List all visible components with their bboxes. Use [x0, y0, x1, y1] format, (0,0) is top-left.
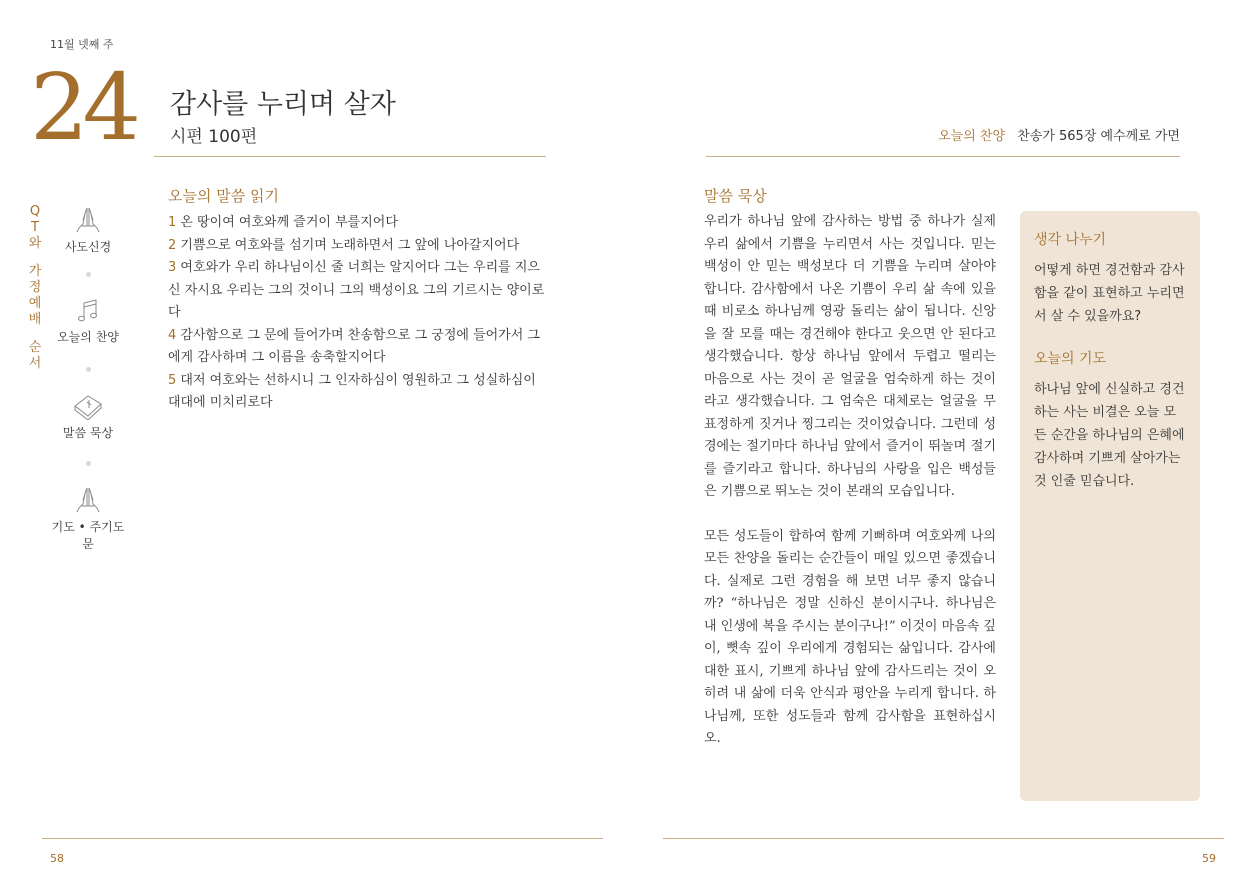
share-heading: 생각 나누기 — [1034, 232, 1107, 248]
page-number-right: 59 — [1202, 852, 1216, 865]
prayer-text: 하나님 앞에 신실하고 경건하는 사는 비결은 오늘 모든 순간을 하나님의 은혜에 감사하며 기쁘게 살아가는 것 인줄 믿습니다. — [1034, 382, 1185, 489]
music-note-icon — [73, 298, 103, 324]
todays-praise — [938, 125, 1180, 144]
step-apostles-creed — [48, 206, 128, 255]
step-separator-dot — [86, 367, 91, 372]
verse-text: 여호와가 우리 하나님이신 줄 너희는 알지어다 그는 우리를 지으신 자시요 우리는 그의 것이니 그의 백성이요 그의 기르시는 양이로다 — [168, 260, 545, 320]
verse-text: 온 땅이여 여호와께 즐거이 부를지어다 — [180, 215, 398, 230]
verse — [168, 235, 548, 258]
meditation-heading: 말씀 묵상 — [704, 187, 767, 205]
vertical-char: 와 — [28, 236, 42, 251]
page-number-left: 58 — [50, 852, 64, 865]
week-label: 11월 넷째 주 — [50, 38, 114, 51]
praying-hands-icon — [73, 486, 103, 514]
step-label: 사도신경 — [64, 240, 112, 254]
verse — [168, 212, 548, 235]
passage-ref: 시편 100편 — [170, 127, 258, 147]
scripture-reading — [168, 212, 548, 415]
vertical-char: Q — [29, 204, 41, 219]
verse-number: 3 — [168, 260, 177, 275]
vertical-char: 서 — [28, 356, 42, 371]
footer-rule-left — [42, 838, 603, 839]
verse — [168, 370, 548, 415]
praying-hands-icon — [73, 206, 103, 234]
verse-number: 1 — [168, 215, 177, 230]
step-separator-dot — [86, 272, 91, 277]
step-label: 기도 • 주기도문 — [51, 520, 125, 551]
footer-rule-right — [663, 838, 1224, 839]
page-title: 감사를 누리며 살자 — [170, 89, 396, 120]
header-rule-left — [154, 156, 546, 157]
step-todays-praise — [48, 298, 128, 345]
verse-text: 감사함으로 그 문에 들어가며 찬송함으로 그 궁정에 들어가서 그에게 감사하며 그 이름을 송축할지어다 — [168, 327, 540, 365]
vertical-char: 배 — [28, 312, 42, 327]
order-vertical-label — [28, 204, 42, 372]
step-label: 말씀 묵상 — [62, 426, 114, 440]
praise-label: 오늘의 찬양 — [938, 129, 1006, 144]
share-text: 어떻게 하면 경건함과 감사함을 같이 표현하고 누리면서 살 수 있을까요? — [1034, 263, 1185, 324]
verse — [168, 325, 548, 370]
verse-number: 4 — [168, 327, 177, 343]
day-number: 24 — [30, 54, 136, 161]
step-separator-dot — [86, 461, 91, 466]
step-prayer — [48, 486, 128, 552]
verse-number: 5 — [168, 372, 177, 388]
header-rule-right — [706, 156, 1180, 157]
reflection-box — [1020, 211, 1200, 801]
verse-text: 대저 여호와는 선하시니 그 인자하심이 영원하고 그 성실하심이 대대에 미치리로다 — [168, 372, 536, 410]
vertical-char: 순 — [28, 340, 42, 355]
meditation-body — [704, 211, 996, 773]
verse-text: 기쁨으로 여호와를 섬기며 노래하면서 그 앞에 나아갈지어다 — [180, 237, 520, 253]
step-label: 오늘의 찬양 — [57, 330, 119, 344]
vertical-char: 가 — [28, 264, 42, 279]
reading-heading: 오늘의 말씀 읽기 — [168, 187, 279, 205]
meditation-paragraph: 우리가 하나님 앞에 감사하는 방법 중 하나가 실제 우리 삶에서 기쁨을 누리면서 사는 것입니다. 믿는 백성이 안 믿는 백성보다 더 기쁨을 누리며 살아야 합니다. 감사함에서 나온 기쁨이 우리 삶 속에 있을 때 비로소 하나님께 영광 돌리는 삶이 됩니다. 신앙을 잘 모를 때는 경건해야 한다고 웃으면 안 된다고 생각했습니다. 항상 하나님 앞에서 두렵고 떨리는 마음으로 사는 것이 곧 얼굴을 엄숙하게 하는 것이라고 생각했습니다. 그 엄숙은 대체로는 얼굴을 무표정하게 짓거나 찡그리는 것이었습니다. 그런데 성경에는 절기마다 하나님 앞에서 즐거이 뛰놀며 절기를 즐기라고 합니다. 하나님의 사랑을 입은 백성들은 기쁨으로 뛰노는 것이 본래의 모습입니다. — [704, 214, 996, 499]
vertical-char: T — [31, 220, 39, 235]
vertical-char: 정 — [28, 280, 42, 295]
verse-number: 2 — [168, 237, 177, 253]
prayer-heading: 오늘의 기도 — [1034, 351, 1107, 367]
verse — [168, 257, 548, 325]
step-word-meditation — [48, 392, 128, 441]
praise-value: 찬송가 565장 예수께로 가면 — [1017, 129, 1180, 144]
bible-icon — [72, 392, 104, 420]
vertical-char: 예 — [28, 296, 42, 311]
meditation-paragraph: 모든 성도들이 합하여 함께 기뻐하며 여호와께 나의 모든 찬양을 돌리는 순간들이 매일 있으면 좋겠습니다. 실제로 그런 경험을 해 보면 너무 좋지 않습니까? “하나님은 정말 신하신 분이시구나. 하나님은 내 인생에 복을 주시는 분이구나!” 이것이 마음속 깊이, 뼛속 깊이 우리에게 경험되는 삶입니다. 감사에 대한 표시, 기쁘게 하나님 앞에 감사드리는 것이 오히려 내 삶에 더욱 안식과 평안을 누리게 합니다. 하나님께, 또한 성도들과 함께 감사함을 표현하십시오. — [704, 528, 996, 746]
